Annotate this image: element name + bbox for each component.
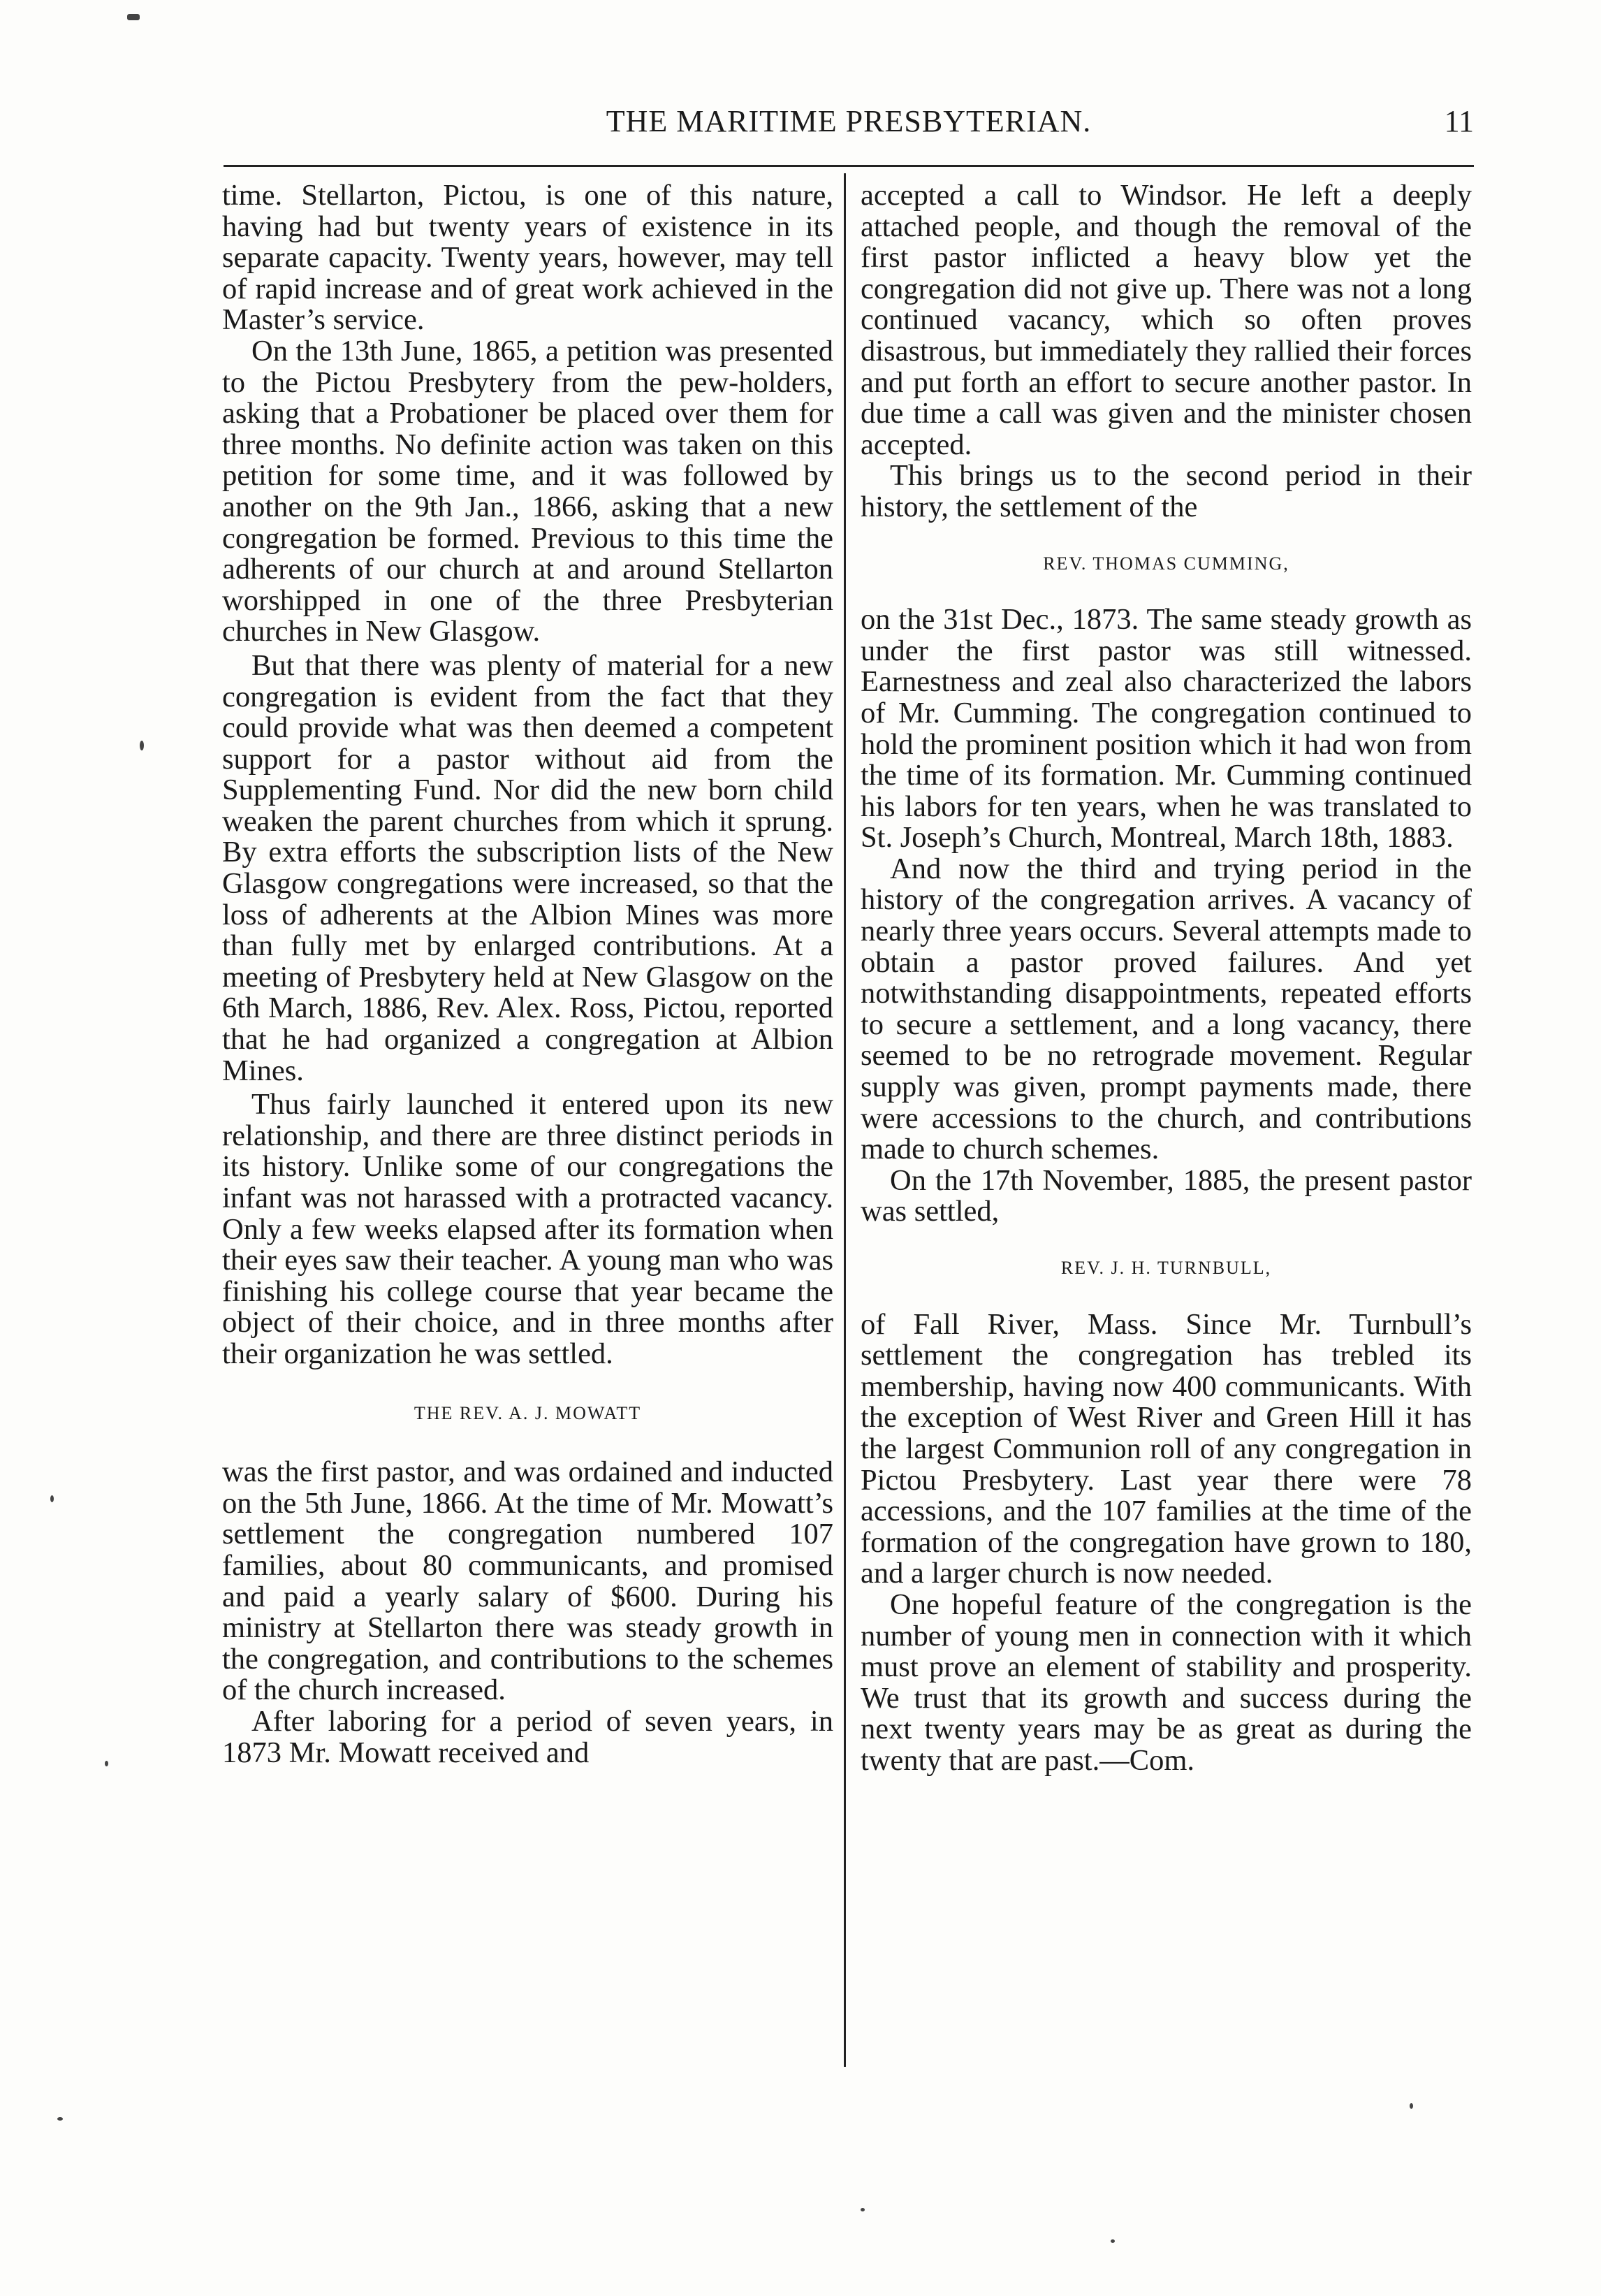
scan-speck (50, 1495, 54, 1502)
paragraph: time. Stellarton, Pictou, is one of this nature, having had but twenty years of existence in its separate capacity. Twenty years, however, may tell of rapid increase and of great work achieved in the Master’s service. (222, 179, 833, 337)
scan-speck (1410, 2103, 1413, 2109)
page-number: 11 (1444, 104, 1474, 138)
left-column (222, 180, 833, 1768)
paragraph: on the 31st Dec., 1873. The same steady growth as under the first pastor was still witnessed. Earnestness and zeal also characterized the labors of Mr. Cumming. The congregation continued to hold the prominent position which it had won from the time of its formation. Mr. Cumming continued his labors for ten years, when he was translated to St. Joseph’s Church, Montreal, March 18th, 1883. (861, 603, 1472, 855)
paragraph: One hopeful feature of the congregation is the number of young men in connection with it which must prove an element of stability and prosperity. We trust that its growth and success during the next twenty years may be as great as during the twenty that are past.—Com. (861, 1587, 1472, 1777)
scan-speck (57, 2117, 63, 2121)
paragraph: Thus fairly launched it entered upon its new relationship, and there are three distinct periods in its history. Unlike some of our congregations the infant was not harassed with a protracted vacancy. Only a few weeks elapsed after its formation when their eyes saw their teacher. A young man who was finishing his college course that year became the object of their choice, and in three months after their organization he was settled. (222, 1088, 833, 1370)
paragraph: After laboring for a period of seven years, in 1873 Mr. Mowatt received and (222, 1704, 833, 1769)
paragraph: But that there was plenty of material for a new congregation is evident from the fact that they could provide what was then deemed a competent support for a pastor without aid from the Supplementing Fund. Nor did the new born child weaken the parent churches from which it sprung. By extra efforts the subscription lists of the New Glasgow congregations were increased, so that the loss of adherents at the Albion Mines was more than fully met by enlarged contributions. At a meeting of Presbytery held at New Glasgow on the 6th March, 1886, Rev. Alex. Ross, Pictou, reported that he had organized a congregation at Albion Mines. (222, 648, 833, 1087)
scan-speck (127, 14, 140, 20)
scan-speck (105, 1761, 108, 1766)
paragraph: of Fall River, Mass. Since Mr. Turnbull’s settlement the congregation has trebled its membership, having now 400 communicants. With the exception of West River and Green Hill it has the largest Communion roll of any congregation in Pictou Presbytery. Last year there were 78 accessions, and the 107 families at the time of the formation of the congregation have grown to 180, and a larger church is now needed. (861, 1307, 1472, 1590)
scan-speck (140, 741, 144, 750)
paragraph: And now the third and trying period in the history of the congregation arrives. A vacancy of nearly three years occurs. Several attempts made to obtain a pastor proved failures. And yet notwithstanding disappointments, repeated efforts to secure a settlement, and a long vacancy, there seemed to be no retrograde movement. Regular supply was given, prompt payments made, there were accessions to the church, and contributions made to church schemes. (861, 852, 1472, 1166)
scan-speck (1111, 2239, 1115, 2243)
header-rule (224, 165, 1474, 167)
column-divider (844, 173, 846, 2067)
paragraph: On the 17th November, 1885, the present pastor was settled, (861, 1163, 1472, 1228)
paragraph: accepted a call to Windsor. He left a deeply attached people, and though the removal of the first pastor inflicted a heavy blow yet the congregation did not give up. There was not a long continued vacancy, which so often proves disastrous, but immediately they rallied their forces and put forth an effort to secure another pastor. In due time a call was given and the minister chosen accepted. (861, 179, 1472, 461)
section-heading: REV. J. H. TURNBULL, (1060, 1258, 1272, 1278)
paragraph: was the first pastor, and was ordained and inducted on the 5th June, 1866. At the time of Mr. Mowatt’s settlement the congregation numbered 107 families, about 80 communicants, and promised and paid a yearly salary of $600. During his ministry at Stellarton there was steady growth in the congregation, and contributions to the schemes of the church increased. (222, 1455, 833, 1707)
scan-speck (861, 2208, 865, 2211)
paragraph: On the 13th June, 1865, a petition was presented to the Pictou Presbytery from the pew-holders, asking that a Probationer be placed over them for three months. No definite action was taken on this petition for some time, and it was followed by another on the 9th Jan., 1866, asking that a new congregation be formed. Previous to this time the adherents of our church at and around Stellarton worshipped in one of the three Presbyterian churches in New Glasgow. (222, 334, 833, 648)
page-header (224, 103, 1474, 154)
section-heading: THE REV. A. J. MOWATT (414, 1402, 642, 1423)
section-heading: REV. THOMAS CUMMING, (1043, 553, 1289, 574)
right-column (861, 180, 1472, 1777)
paragraph: This brings us to the second period in their history, the settlement of the (861, 459, 1472, 523)
running-title: THE MARITIME PRESBYTERIAN. (606, 104, 1092, 138)
